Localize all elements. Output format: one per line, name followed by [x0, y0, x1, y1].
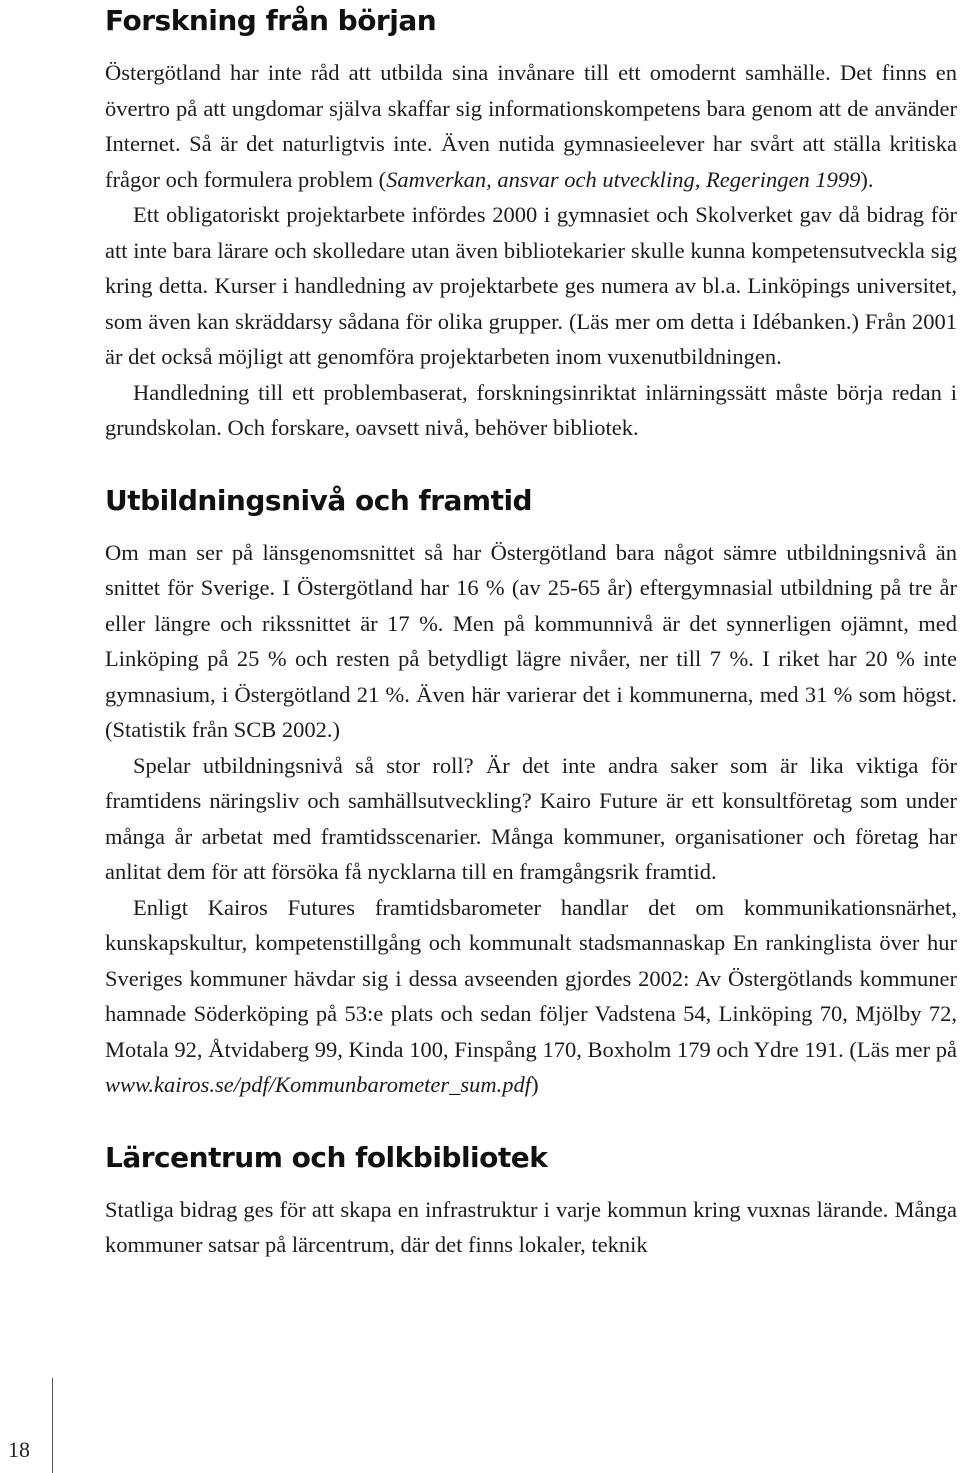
paragraph [105, 55, 957, 197]
paragraph: Spelar utbildningsnivå så stor roll? Är det inte andra saker som är lika viktiga för framtidens näringsliv och samhällsutveckling? Kairo Future är ett konsultföretag som under många år arbetat med framtidsscenarier. Många kommuner, organisationer och företag har anlitat dem för att försöka få nycklarna till en framgångsrik framtid. [105, 752, 957, 884]
section-heading-larcentrum: Lärcentrum och folkbibliotek [105, 1140, 548, 1174]
section-heading-forskning: Forskning från början [105, 4, 437, 37]
section-utbildningsniva [105, 484, 957, 1103]
margin-rule [52, 1378, 53, 1473]
paragraph-text: Enligt Kairos Futures framtidsbarometer handlar det om kommunikationsnärhet, kunskapskultur, kompetenstillgång och kommunalt stadsmannaskap En rankinglista över hur Sveriges kommuner hävdar sig i dessa avseenden gjordes 2002: Av Östergötlands kommuner hamnade Söderköping på 53:e plats och sedan följer Vadstena 54, Linköping 70, Mjölby 72, Motala 92, Åtvidaberg 99, Kinda 100, Finspång 170, Boxholm 179 och Ydre 191. (Läs mer på [105, 894, 957, 1062]
paragraph: Om man ser på länsgenomsnittet så har Östergötland bara något sämre utbildningsnivå än snittet för Sverige. I Östergötland har 16 % (av 25-65 år) eftergymnasial utbildning på tre år eller längre och rikssnittet är 17 %. Men på kommunnivå är det synnerligen ojämnt, med Linköping på 25 % och resten på betydligt lägre nivåer, ner till 7 %. I riket har 20 % inte gymnasium, i Östergötland 21 %. Även här varierar det i kommunerna, med 31 % som högst. (Statistik från SCB 2002.) [105, 539, 957, 742]
paragraph [105, 890, 957, 1103]
page-content [105, 0, 957, 1263]
citation: Samverkan, ansvar och utveckling, Regeringen 1999 [386, 166, 861, 192]
paragraph: Statliga bidrag ges för att skapa en infrastruktur i varje kommun kring vuxnas lärande. Många kommuner satsar på lärcentrum, där det finns lokaler, teknik [105, 1196, 957, 1257]
paragraph-text: Östergötland har inte råd att utbilda sina invånare till ett omodernt samhälle. Det finns en övertro på att ungdomar själva skaffar sig informationskompetens bara genom att de använder Internet. Så är det naturligtvis inte. Även nutida gymnasieelever har svårt att ställa kritiska frågor och formulera problem ( [105, 60, 957, 192]
section-heading-utbildningsniva: Utbildningsnivå och framtid [105, 483, 533, 517]
paragraph-text: ). [860, 166, 874, 192]
paragraph-text: ) [531, 1072, 539, 1097]
paragraph: Ett obligatoriskt projektarbete infördes 2000 i gymnasiet och Skolverket gav då bidrag för att inte bara lärare och skolledare utan även bibliotekarier skulle kunna kompetensutveckla sig kring detta. Kurser i handledning av projektarbete ges numera av bl.a. Linköpings universitet, som även kan skräddarsy sådana för olika grupper. (Läs mer om detta i Idébanken.) Från 2001 är det också möjligt att genomföra projektarbeten inom vuxenutbildningen. [105, 202, 957, 369]
paragraph: Handledning till ett problembaserat, forskningsinriktat inlärningssätt måste börja redan i grundskolan. Och forskare, oavsett nivå, behöver bibliotek. [105, 379, 957, 440]
page-number: 18 [8, 1437, 30, 1462]
web-link[interactable]: www.kairos.se/pdf/Kommunbarometer_sum.pdf [105, 1072, 532, 1097]
